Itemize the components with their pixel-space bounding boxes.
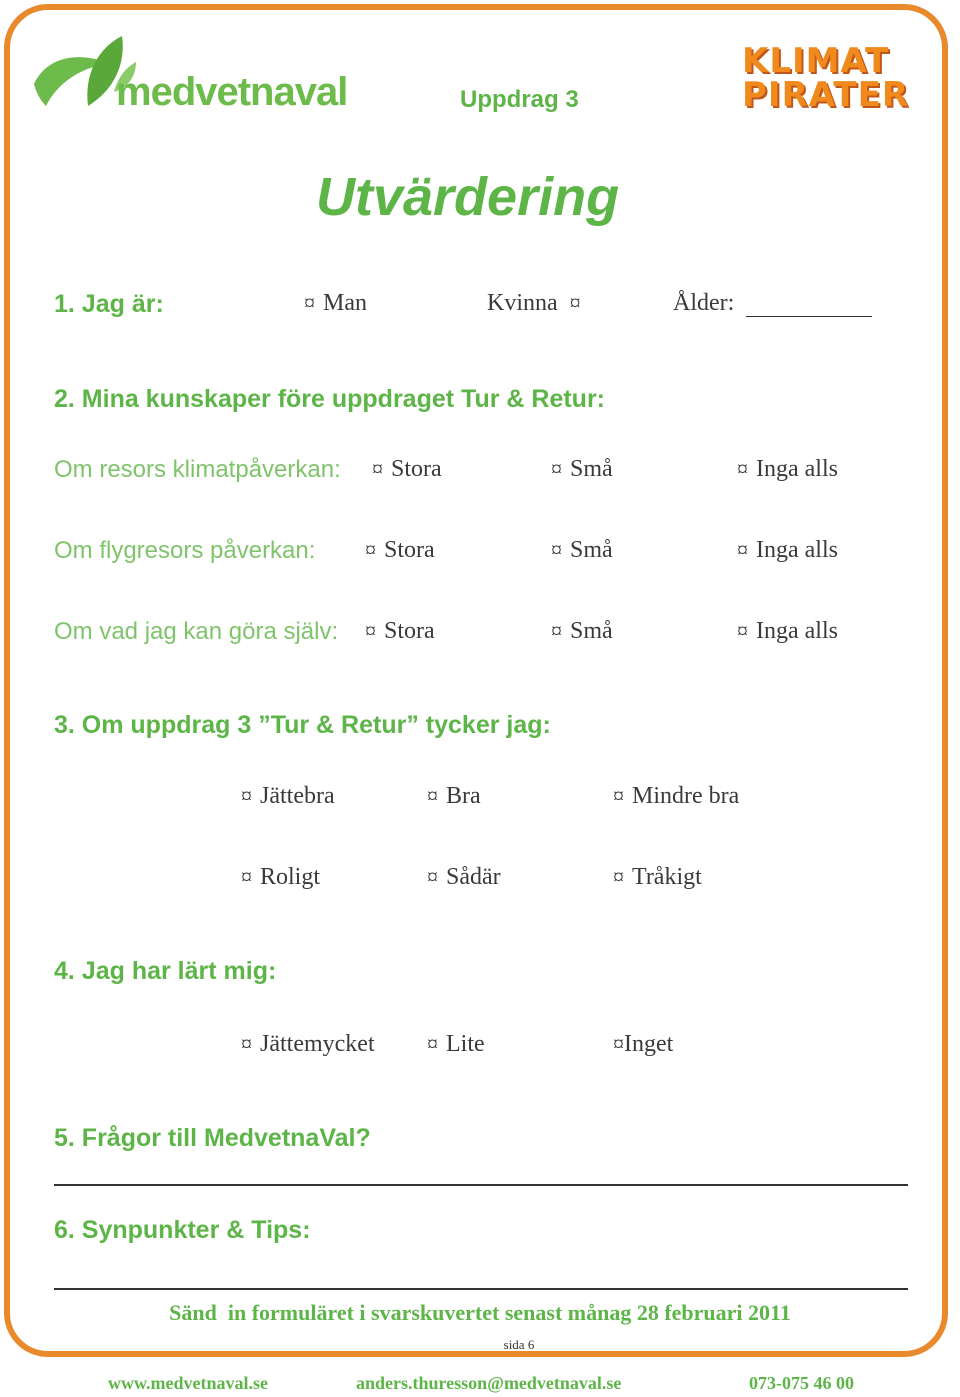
website-link[interactable]: www.medvetnaval.se <box>108 1373 268 1393</box>
q2-label: 2. Mina kunskaper före uppdraget Tur & Retur: <box>54 385 606 413</box>
submit-instruction: Sänd in formuläret i svarskuvertet senast månag 28 februari 2011 <box>169 1300 791 1325</box>
checkbox-icon: ¤ <box>613 864 624 889</box>
checkbox-icon: ¤ <box>551 537 562 562</box>
checkbox-icon: ¤ <box>365 618 376 643</box>
age-input-line[interactable] <box>746 316 872 317</box>
option-sma[interactable]: ¤ Små <box>551 537 613 563</box>
option-sma[interactable]: ¤ Små <box>551 618 613 644</box>
checkbox-icon: ¤ <box>569 290 581 315</box>
option-jattebra[interactable]: ¤ Jättebra <box>241 783 335 809</box>
option-sadar[interactable]: ¤ Sådär <box>427 864 501 890</box>
option-man[interactable]: ¤ Man <box>304 290 367 316</box>
q2-row-label: Om resors klimatpåverkan: <box>54 456 341 483</box>
q5-label: 5. Frågor till MedvetnaVal? <box>54 1124 371 1152</box>
logo-wordmark: medvetnaval <box>116 70 348 114</box>
checkbox-icon: ¤ <box>427 783 438 808</box>
email-link[interactable]: anders.thuresson@medvetnaval.se <box>356 1373 622 1393</box>
option-inget[interactable]: ¤Inget <box>613 1031 674 1057</box>
assignment-subtitle: Uppdrag 3 <box>460 86 579 113</box>
klimat-pirater-logo: KLIMAT PIRATER <box>742 41 910 115</box>
option-stora[interactable]: ¤ Stora <box>365 537 435 563</box>
checkbox-icon: ¤ <box>613 1031 624 1056</box>
option-inga-alls[interactable]: ¤ Inga alls <box>737 618 838 644</box>
checkbox-icon: ¤ <box>551 618 562 643</box>
checkbox-icon: ¤ <box>737 456 748 481</box>
q2-row-label: Om flygresors påverkan: <box>54 537 316 564</box>
option-inga-alls[interactable]: ¤ Inga alls <box>737 537 838 563</box>
checkbox-icon: ¤ <box>427 1031 438 1056</box>
option-lite[interactable]: ¤ Lite <box>427 1031 485 1057</box>
checkbox-icon: ¤ <box>241 864 252 889</box>
option-trakigt[interactable]: ¤ Tråkigt <box>613 864 702 890</box>
option-sma[interactable]: ¤ Små <box>551 456 613 482</box>
q2-row-label: Om vad jag kan göra själv: <box>54 618 339 645</box>
checkbox-icon: ¤ <box>372 456 383 481</box>
medvetnaval-logo <box>28 34 358 114</box>
checkbox-icon: ¤ <box>737 618 748 643</box>
option-bra[interactable]: ¤ Bra <box>427 783 481 809</box>
checkbox-icon: ¤ <box>241 1031 252 1056</box>
q4-label: 4. Jag har lärt mig: <box>54 957 277 985</box>
option-jattemycket[interactable]: ¤ Jättemycket <box>241 1031 375 1057</box>
phone-number: 073-075 46 00 <box>749 1373 854 1393</box>
page-title: Utvärdering <box>316 167 620 227</box>
checkbox-icon: ¤ <box>427 864 438 889</box>
page-number: sida 6 <box>503 1337 535 1352</box>
q6-answer-line[interactable] <box>54 1288 908 1290</box>
q1-label: 1. Jag är: <box>54 290 164 318</box>
option-roligt[interactable]: ¤ Roligt <box>241 864 321 890</box>
checkbox-icon: ¤ <box>365 537 376 562</box>
option-stora[interactable]: ¤ Stora <box>372 456 442 482</box>
age-label: Ålder: <box>673 290 735 316</box>
checkbox-icon: ¤ <box>241 783 252 808</box>
q6-label: 6. Synpunkter & Tips: <box>54 1216 311 1244</box>
option-kvinna[interactable]: Kvinna ¤ <box>487 290 581 316</box>
checkbox-icon: ¤ <box>551 456 562 481</box>
option-mindre-bra[interactable]: ¤ Mindre bra <box>613 783 740 809</box>
option-inga-alls[interactable]: ¤ Inga alls <box>737 456 838 482</box>
q5-answer-line[interactable] <box>54 1184 908 1186</box>
checkbox-icon: ¤ <box>304 290 315 315</box>
q3-label: 3. Om uppdrag 3 ”Tur & Retur” tycker jag: <box>54 711 551 739</box>
checkbox-icon: ¤ <box>737 537 748 562</box>
checkbox-icon: ¤ <box>613 783 624 808</box>
option-stora[interactable]: ¤ Stora <box>365 618 435 644</box>
